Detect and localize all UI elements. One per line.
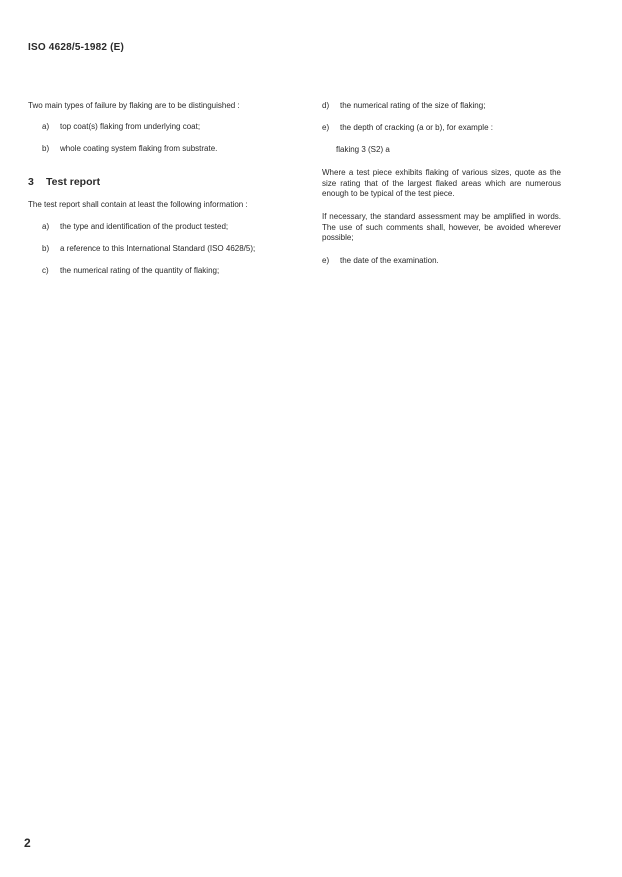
item-label: e) xyxy=(322,256,330,265)
item-text: top coat(s) flaking from underlying coat; xyxy=(60,122,201,131)
item-text: the numerical rating of the size of flaking; xyxy=(340,101,486,110)
item-label: a) xyxy=(42,122,50,131)
section-title: Test report xyxy=(46,176,101,188)
report-item-a xyxy=(42,222,228,231)
flaking-intro: Two main types of failure by flaking are to be distinguished : xyxy=(28,101,240,110)
size-rating-paragraph: Where a test piece exhibits flaking of various sizes, quote as the size rating that of the largest flaked areas which are numerous enough to be typical of the test piece. xyxy=(322,168,561,198)
item-text: whole coating system flaking from substrate. xyxy=(60,144,218,153)
failure-type-a xyxy=(42,122,200,131)
report-item-c xyxy=(42,266,219,275)
item-label: c) xyxy=(42,266,49,275)
item-label: b) xyxy=(42,144,50,153)
item-text: a reference to this International Standard (ISO 4628/5); xyxy=(60,244,256,253)
report-item-date xyxy=(322,256,439,265)
assessment-paragraph: If necessary, the standard assessment may be amplified in words. The use of such comments shall, however, be avoided wherever possible; xyxy=(322,212,561,242)
item-text: the depth of cracking (a or b), for example : xyxy=(340,123,493,132)
item-text: the type and identification of the product tested; xyxy=(60,222,229,231)
section-heading xyxy=(28,176,100,188)
report-item-e xyxy=(322,123,493,132)
section-number: 3 xyxy=(28,176,34,188)
document-header: ISO 4628/5-1982 (E) xyxy=(28,42,125,53)
item-label: d) xyxy=(322,101,330,110)
report-intro: The test report shall contain at least the following information : xyxy=(28,200,248,209)
report-item-d xyxy=(322,101,485,110)
item-text: the date of the examination. xyxy=(340,256,439,265)
item-text: the numerical rating of the quantity of flaking; xyxy=(60,266,220,275)
page-number: 2 xyxy=(24,836,31,850)
report-item-b xyxy=(42,244,255,253)
item-label: b) xyxy=(42,244,50,253)
item-label: a) xyxy=(42,222,50,231)
flaking-example: flaking 3 (S2) a xyxy=(336,145,390,154)
item-label: e) xyxy=(322,123,330,132)
failure-type-b xyxy=(42,144,217,153)
